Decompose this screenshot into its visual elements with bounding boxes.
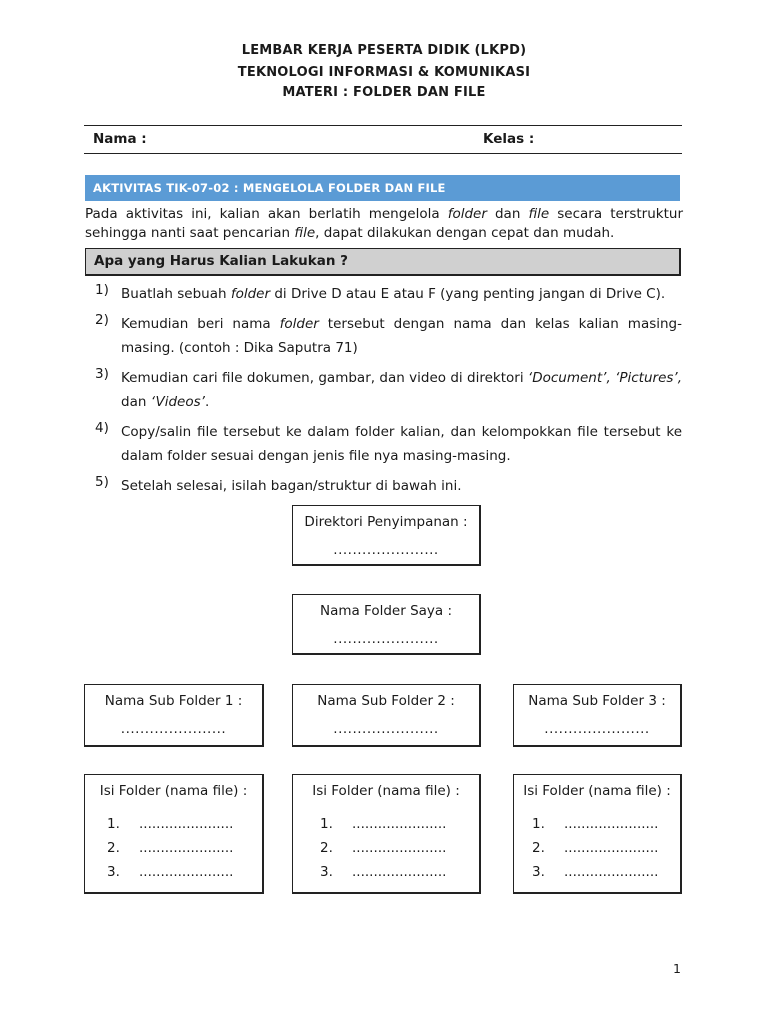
doc-title-line-3: MATERI : FOLDER DAN FILE [282,85,486,100]
fill-in-blank: ...................... [333,631,439,647]
step-item: 3) Kemudian cari file dokumen, gambar, dan video di direktori ‘Document’, ‘Pictures’, dan ‘Videos’. [95,366,683,410]
step-item: 2) Kemudian beri nama folder tersebut dengan nama dan kelas kalian masing-masing. (contoh : Dika Saputra 71) [95,312,682,356]
doc-title-line-1: LEMBAR KERJA PESERTA DIDIK (LKPD) [241,43,527,58]
contents-box-3: Isi Folder (nama file) : 1. ...................... 2. ...................... 3. ...................... [513,774,682,894]
step-item: 1) Buatlah sebuah folder di Drive D atau E atau F (yang penting jangan di Drive C). [95,282,666,302]
subfolder-box-1: Nama Sub Folder 1 : ...................... [84,684,264,747]
contents-box-1: Isi Folder (nama file) : 1. ...................... 2. ...................... 3. ...................... [84,774,264,894]
my-folder-box: Nama Folder Saya : ...................... [292,594,481,655]
fill-in-blank: ...................... [544,721,650,737]
nama-label: Nama : [93,131,147,147]
intro-paragraph: Pada aktivitas ini, kalian akan berlatih mengelola folder dan file secara terstruktur sehingga nanti saat pencarian file, dapat dilakukan dengan cepat dan mudah. [85,206,683,241]
list-item: 3. ...................... [532,864,659,880]
contents-box-2: Isi Folder (nama file) : 1. ...................... 2. ...................... 3. ...................... [292,774,481,894]
activity-title: AKTIVITAS TIK-07-02 : MENGELOLA FOLDER DAN FILE [85,175,680,201]
fill-in-blank: ...................... [333,721,439,737]
list-item: 2. ...................... [532,840,659,856]
list-item: 2. ...................... [107,840,234,856]
page-number: 1 [673,961,681,976]
step-item: 4) Copy/salin file tersebut ke dalam folder kalian, dan kelompokkan file tersebut ke dalam folder sesuai dengan jenis file nya masing-masing. [95,420,682,464]
doc-title-line-2: TEKNOLOGI INFORMASI & KOMUNIKASI [237,65,531,80]
fill-in-blank: ...................... [120,721,227,737]
list-item: 1. ...................... [532,816,659,832]
top-rule [84,125,682,126]
list-item: 1. ...................... [107,816,234,832]
subfolder-box-3: Nama Sub Folder 3 : ...................... [513,684,682,747]
list-item: 2. ...................... [320,840,447,856]
list-item: 3. ...................... [107,864,234,880]
list-item: 1. ...................... [320,816,447,832]
step-item: 5) Setelah selesai, isilah bagan/struktur di bawah ini. [95,474,462,494]
bottom-rule [84,153,682,154]
subfolder-box-2: Nama Sub Folder 2 : ...................... [292,684,481,747]
task-header: Apa yang Harus Kalian Lakukan ? [85,248,681,276]
directory-box: Direktori Penyimpanan : ...................... [292,505,481,566]
steps-list [95,282,682,504]
fill-in-blank: ...................... [333,542,439,558]
kelas-label: Kelas : [483,131,535,147]
list-item: 3. ...................... [320,864,447,880]
